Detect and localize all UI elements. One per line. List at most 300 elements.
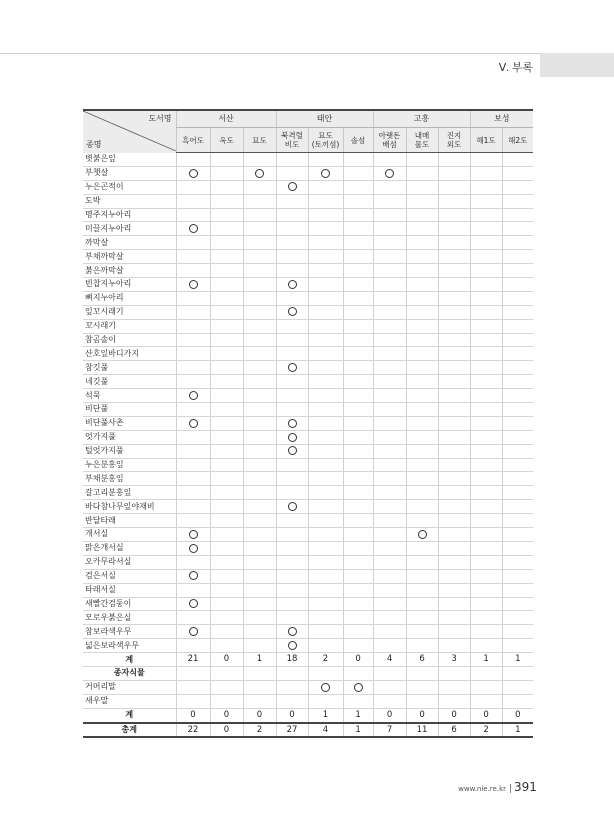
presence-cell xyxy=(438,236,470,250)
species-name: 누은분홍잎 xyxy=(83,458,176,472)
footer-divider xyxy=(510,784,511,793)
presence-cell xyxy=(438,639,470,653)
presence-cell xyxy=(470,389,502,403)
island-header xyxy=(276,128,308,153)
presence-cell xyxy=(502,319,533,333)
presence-cell xyxy=(470,611,502,625)
presence-cell xyxy=(276,389,308,403)
presence-cell xyxy=(210,458,243,472)
presence-cell xyxy=(243,555,276,569)
presence-cell xyxy=(210,166,243,180)
presence-cell xyxy=(210,319,243,333)
table-row xyxy=(83,180,533,194)
island-header-line: 해1도 xyxy=(476,135,496,145)
presence-cell xyxy=(243,486,276,500)
presence-cell xyxy=(438,541,470,555)
corner-cell xyxy=(83,110,176,153)
presence-cell xyxy=(373,514,406,528)
presence-cell xyxy=(502,611,533,625)
presence-cell xyxy=(343,222,373,236)
grand-total-row-value: 27 xyxy=(276,723,308,738)
species-name: 네깃풀 xyxy=(83,375,176,389)
presence-cell xyxy=(373,305,406,319)
presence-cell xyxy=(210,583,243,597)
presence-cell xyxy=(176,514,210,528)
subtotal-row-value: 1 xyxy=(470,653,502,667)
presence-cell xyxy=(502,500,533,514)
subtotal-row-value: 0 xyxy=(210,708,243,722)
presence-cell xyxy=(210,555,243,569)
species-name: 반달타래 xyxy=(83,514,176,528)
presence-cell xyxy=(470,333,502,347)
presence-cell xyxy=(210,472,243,486)
presence-circle-icon xyxy=(288,419,297,428)
grand-total-row-value: 6 xyxy=(438,723,470,738)
presence-cell xyxy=(438,305,470,319)
presence-cell xyxy=(176,500,210,514)
presence-cell xyxy=(373,639,406,653)
presence-cell xyxy=(438,291,470,305)
subtotal-row-value: 3 xyxy=(438,653,470,667)
presence-cell xyxy=(406,625,438,639)
presence-cell xyxy=(470,208,502,222)
presence-cell xyxy=(502,583,533,597)
presence-cell xyxy=(438,555,470,569)
species-name: 꼬시래기 xyxy=(83,319,176,333)
table-row xyxy=(83,403,533,417)
presence-cell xyxy=(243,375,276,389)
presence-circle-icon xyxy=(288,363,297,372)
presence-circle-icon xyxy=(321,683,330,692)
presence-cell xyxy=(343,291,373,305)
table-row xyxy=(83,278,533,292)
table-row xyxy=(83,389,533,403)
presence-cell xyxy=(308,444,343,458)
subtotal-row-value: 4 xyxy=(373,653,406,667)
presence-cell xyxy=(406,194,438,208)
presence-cell xyxy=(343,194,373,208)
island-header xyxy=(308,128,343,153)
grand-total-row-value: 1 xyxy=(502,723,533,738)
species-name: 부채까막살 xyxy=(83,250,176,264)
presence-cell xyxy=(276,555,308,569)
presence-cell xyxy=(373,528,406,542)
subtotal-row-value: 0 xyxy=(343,653,373,667)
presence-cell xyxy=(373,264,406,278)
presence-cell xyxy=(343,541,373,555)
table-row xyxy=(83,583,533,597)
presence-cell xyxy=(502,444,533,458)
species-name: 오카무라서실 xyxy=(83,555,176,569)
presence-cell xyxy=(243,403,276,417)
presence-cell xyxy=(502,264,533,278)
subtotal-row-value: 2 xyxy=(308,653,343,667)
presence-cell xyxy=(210,361,243,375)
presence-cell xyxy=(308,639,343,653)
presence-cell xyxy=(373,194,406,208)
presence-cell xyxy=(406,236,438,250)
presence-cell xyxy=(470,180,502,194)
species-name: 넓은보라색우무 xyxy=(83,639,176,653)
presence-cell xyxy=(276,236,308,250)
presence-cell xyxy=(406,250,438,264)
presence-circle-icon xyxy=(189,599,198,608)
presence-cell xyxy=(502,416,533,430)
species-name: 비단풀 xyxy=(83,403,176,417)
presence-cell xyxy=(308,278,343,292)
table-row xyxy=(83,444,533,458)
empty-cell xyxy=(406,666,438,680)
presence-cell xyxy=(470,625,502,639)
presence-cell xyxy=(406,403,438,417)
presence-cell xyxy=(343,569,373,583)
island-header xyxy=(210,128,243,153)
presence-cell xyxy=(470,555,502,569)
subtotal-row-value: 18 xyxy=(276,653,308,667)
subtotal-row-value: 6 xyxy=(406,653,438,667)
presence-cell xyxy=(406,472,438,486)
presence-cell xyxy=(210,389,243,403)
presence-cell xyxy=(502,333,533,347)
table-row xyxy=(83,291,533,305)
presence-cell xyxy=(343,236,373,250)
species-name: 새빨간검둥이 xyxy=(83,597,176,611)
island-header-line: 물도 xyxy=(414,140,430,149)
subtotal-row-value: 0 xyxy=(176,708,210,722)
island-header xyxy=(470,128,502,153)
presence-cell xyxy=(343,361,373,375)
island-header-line: 아랫돈 xyxy=(378,131,401,140)
presence-cell xyxy=(176,597,210,611)
island-header-line: 흑어도 xyxy=(182,135,204,145)
presence-cell xyxy=(373,680,406,694)
presence-cell xyxy=(343,208,373,222)
table-row xyxy=(83,208,533,222)
presence-cell xyxy=(210,194,243,208)
presence-cell xyxy=(276,694,308,708)
presence-cell xyxy=(276,319,308,333)
presence-cell xyxy=(243,236,276,250)
presence-circle-icon xyxy=(288,182,297,191)
presence-cell xyxy=(406,555,438,569)
presence-cell xyxy=(210,486,243,500)
presence-circle-icon xyxy=(288,307,297,316)
presence-cell xyxy=(308,153,343,167)
presence-cell xyxy=(438,694,470,708)
species-name: 부챗살 xyxy=(83,166,176,180)
presence-cell xyxy=(176,194,210,208)
presence-cell xyxy=(502,180,533,194)
presence-cell xyxy=(438,472,470,486)
presence-cell xyxy=(210,528,243,542)
presence-cell xyxy=(470,264,502,278)
table-row xyxy=(83,472,533,486)
presence-cell xyxy=(243,291,276,305)
presence-cell xyxy=(438,222,470,236)
presence-cell xyxy=(373,500,406,514)
presence-cell xyxy=(276,305,308,319)
presence-cell xyxy=(176,305,210,319)
empty-cell xyxy=(176,666,210,680)
grand-total-row-label: 총계 xyxy=(83,723,176,738)
presence-cell xyxy=(373,208,406,222)
presence-cell xyxy=(276,500,308,514)
presence-cell xyxy=(276,416,308,430)
subtotal-row-value: 1 xyxy=(502,653,533,667)
presence-cell xyxy=(502,166,533,180)
empty-cell xyxy=(276,666,308,680)
presence-cell xyxy=(276,430,308,444)
presence-cell xyxy=(470,291,502,305)
presence-cell xyxy=(276,166,308,180)
presence-cell xyxy=(176,680,210,694)
species-name: 개서실 xyxy=(83,528,176,542)
presence-cell xyxy=(343,389,373,403)
empty-cell xyxy=(373,666,406,680)
presence-cell xyxy=(502,403,533,417)
presence-cell xyxy=(373,583,406,597)
presence-cell xyxy=(243,333,276,347)
table-row xyxy=(83,555,533,569)
presence-cell xyxy=(343,528,373,542)
presence-cell xyxy=(470,444,502,458)
table-row xyxy=(83,458,533,472)
presence-cell xyxy=(470,597,502,611)
presence-cell xyxy=(502,389,533,403)
empty-cell xyxy=(502,666,533,680)
presence-cell xyxy=(210,236,243,250)
presence-cell xyxy=(243,500,276,514)
presence-circle-icon xyxy=(255,169,264,178)
presence-cell xyxy=(438,319,470,333)
presence-cell xyxy=(210,639,243,653)
presence-cell xyxy=(308,291,343,305)
presence-cell xyxy=(176,250,210,264)
presence-cell xyxy=(470,347,502,361)
presence-circle-icon xyxy=(288,280,297,289)
subtotal-row-label: 계 xyxy=(83,708,176,722)
presence-cell xyxy=(406,430,438,444)
presence-cell xyxy=(176,180,210,194)
island-header-line: 내매 xyxy=(414,131,430,140)
presence-cell xyxy=(243,514,276,528)
presence-cell xyxy=(438,569,470,583)
empty-cell xyxy=(210,666,243,680)
empty-cell xyxy=(343,666,373,680)
presence-cell xyxy=(502,208,533,222)
presence-cell xyxy=(176,236,210,250)
presence-cell xyxy=(308,319,343,333)
species-name: 검은서실 xyxy=(83,569,176,583)
presence-cell xyxy=(502,430,533,444)
presence-cell xyxy=(308,208,343,222)
presence-cell xyxy=(176,319,210,333)
species-name: 털엇가지풀 xyxy=(83,444,176,458)
presence-cell xyxy=(438,514,470,528)
presence-cell xyxy=(406,611,438,625)
presence-cell xyxy=(243,361,276,375)
table-row xyxy=(83,264,533,278)
presence-cell xyxy=(276,528,308,542)
presence-cell xyxy=(406,694,438,708)
presence-circle-icon xyxy=(189,419,198,428)
presence-cell xyxy=(176,403,210,417)
presence-cell xyxy=(176,208,210,222)
presence-cell xyxy=(502,194,533,208)
presence-cell xyxy=(438,153,470,167)
presence-cell xyxy=(276,625,308,639)
presence-cell xyxy=(438,458,470,472)
presence-cell xyxy=(343,555,373,569)
presence-cell xyxy=(243,347,276,361)
presence-cell xyxy=(502,278,533,292)
presence-cell xyxy=(210,305,243,319)
presence-cell xyxy=(176,375,210,389)
presence-cell xyxy=(373,597,406,611)
island-header-line: 묘도 xyxy=(318,131,333,140)
top-rule xyxy=(0,53,614,54)
presence-cell xyxy=(343,444,373,458)
presence-cell xyxy=(470,639,502,653)
table-row xyxy=(83,375,533,389)
presence-cell xyxy=(243,680,276,694)
table-row xyxy=(83,694,533,708)
presence-cell xyxy=(276,180,308,194)
grand-total-row-value: 7 xyxy=(373,723,406,738)
island-header-line: 배섬 xyxy=(382,140,397,149)
presence-cell xyxy=(438,403,470,417)
table-row xyxy=(83,514,533,528)
presence-cell xyxy=(243,430,276,444)
presence-cell xyxy=(308,194,343,208)
presence-cell xyxy=(343,458,373,472)
presence-cell xyxy=(438,416,470,430)
presence-cell xyxy=(176,472,210,486)
subsection-row xyxy=(83,666,533,680)
presence-cell xyxy=(438,194,470,208)
presence-circle-icon xyxy=(189,530,198,539)
presence-cell xyxy=(502,541,533,555)
subtotal-row-label: 계 xyxy=(83,653,176,667)
presence-cell xyxy=(406,639,438,653)
presence-cell xyxy=(406,541,438,555)
presence-cell xyxy=(470,472,502,486)
presence-cell xyxy=(308,583,343,597)
species-name: 새우말 xyxy=(83,694,176,708)
presence-cell xyxy=(373,250,406,264)
island-header-line: 진지 xyxy=(446,131,462,140)
presence-cell xyxy=(470,528,502,542)
species-name: 참보라색우무 xyxy=(83,625,176,639)
presence-cell xyxy=(438,333,470,347)
presence-cell xyxy=(210,347,243,361)
presence-cell xyxy=(470,222,502,236)
presence-cell xyxy=(243,264,276,278)
presence-cell xyxy=(210,514,243,528)
species-name: 석묵 xyxy=(83,389,176,403)
presence-cell xyxy=(343,430,373,444)
presence-cell xyxy=(470,680,502,694)
presence-circle-icon xyxy=(321,169,330,178)
presence-cell xyxy=(470,514,502,528)
presence-cell xyxy=(176,458,210,472)
presence-cell xyxy=(502,680,533,694)
presence-cell xyxy=(373,458,406,472)
presence-cell xyxy=(243,208,276,222)
table-row xyxy=(83,500,533,514)
presence-cell xyxy=(176,639,210,653)
presence-cell xyxy=(276,472,308,486)
presence-cell xyxy=(373,694,406,708)
presence-cell xyxy=(343,611,373,625)
presence-cell xyxy=(343,694,373,708)
presence-cell xyxy=(176,555,210,569)
island-header-line: 해2도 xyxy=(508,135,528,145)
presence-cell xyxy=(176,528,210,542)
grand-total-row-value: 0 xyxy=(210,723,243,738)
presence-cell xyxy=(276,403,308,417)
presence-cell xyxy=(176,389,210,403)
presence-cell xyxy=(276,264,308,278)
presence-cell xyxy=(438,250,470,264)
presence-cell xyxy=(343,319,373,333)
species-name: 모로우붉은실 xyxy=(83,611,176,625)
presence-cell xyxy=(373,291,406,305)
region-header: 보성 xyxy=(470,110,533,128)
species-name: 도박 xyxy=(83,194,176,208)
table-row xyxy=(83,541,533,555)
presence-cell xyxy=(276,333,308,347)
presence-cell xyxy=(308,361,343,375)
presence-cell xyxy=(343,597,373,611)
presence-cell xyxy=(276,597,308,611)
presence-cell xyxy=(406,264,438,278)
presence-cell xyxy=(343,625,373,639)
presence-cell xyxy=(176,611,210,625)
presence-cell xyxy=(308,264,343,278)
table-row xyxy=(83,416,533,430)
presence-cell xyxy=(502,153,533,167)
presence-circle-icon xyxy=(354,683,363,692)
presence-cell xyxy=(243,444,276,458)
presence-cell xyxy=(343,514,373,528)
presence-cell xyxy=(243,569,276,583)
presence-cell xyxy=(406,597,438,611)
presence-cell xyxy=(176,541,210,555)
presence-cell xyxy=(470,375,502,389)
header-row-groups xyxy=(83,110,533,128)
presence-circle-icon xyxy=(189,627,198,636)
presence-circle-icon xyxy=(418,530,427,539)
presence-cell xyxy=(243,416,276,430)
presence-cell xyxy=(308,333,343,347)
presence-cell xyxy=(438,486,470,500)
presence-cell xyxy=(502,347,533,361)
presence-cell xyxy=(373,333,406,347)
presence-cell xyxy=(502,528,533,542)
presence-cell xyxy=(470,403,502,417)
presence-cell xyxy=(406,180,438,194)
presence-cell xyxy=(470,500,502,514)
island-header-line: (토끼섬) xyxy=(311,140,340,149)
species-name: 갈고리분홍잎 xyxy=(83,486,176,500)
presence-circle-icon xyxy=(288,433,297,442)
presence-cell xyxy=(210,569,243,583)
corner-label-bottom: 종명 xyxy=(86,139,102,149)
species-name: 부채분홍잎 xyxy=(83,472,176,486)
subtotal-row-value: 0 xyxy=(438,708,470,722)
presence-cell xyxy=(373,403,406,417)
